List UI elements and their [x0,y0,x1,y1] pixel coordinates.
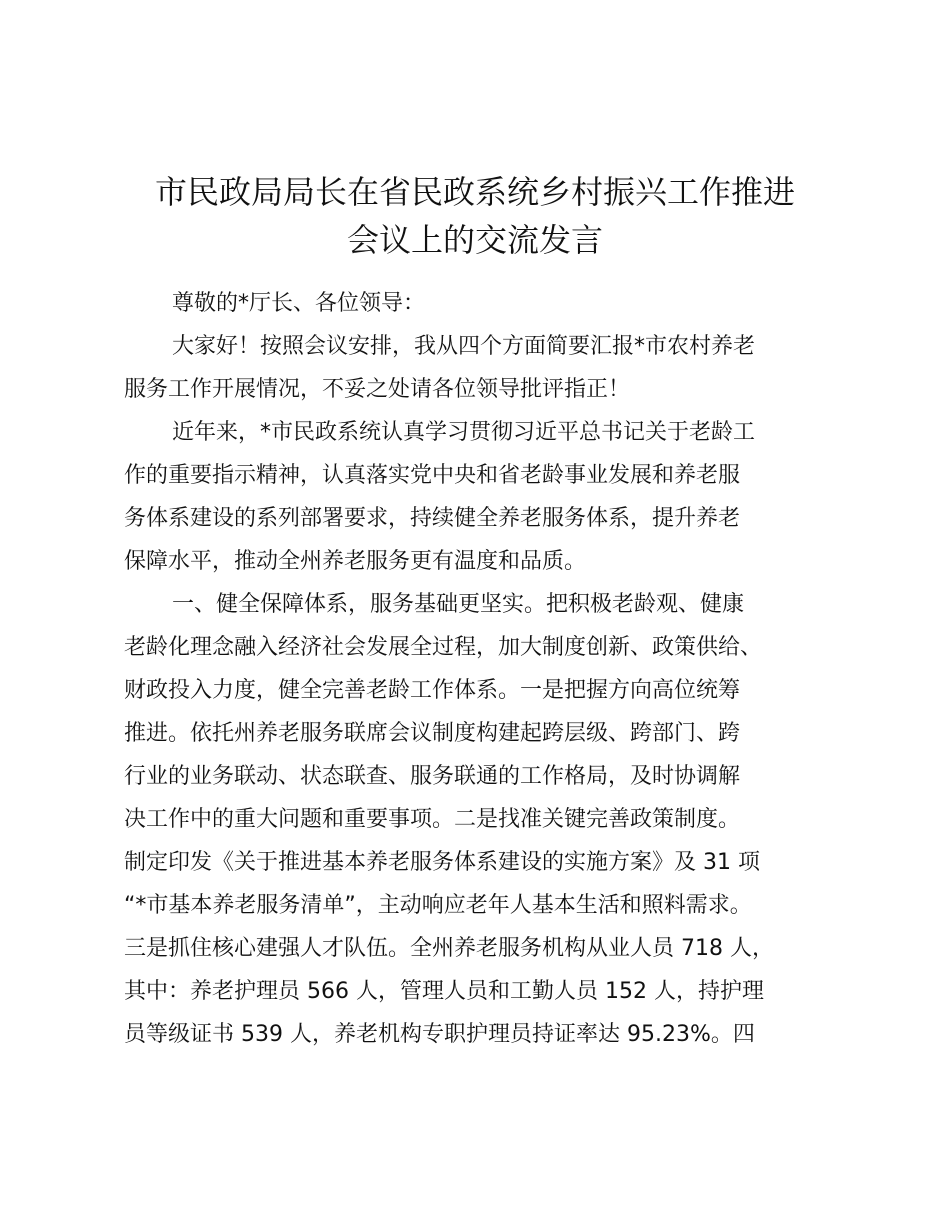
document-title [110,168,840,264]
title-line: 市民政局局长在省民政系统乡村振兴工作推进 [154,173,795,211]
paragraph-line: “*市基本养老服务清单”，主动响应老年人基本生活和照料需求。 [124,893,752,918]
paragraph-intro [124,411,848,583]
document-body [124,282,848,1056]
paragraph-line: 近年来，*市民政系统认真学习贯彻习近平总书记关于老龄工 [172,420,756,445]
paragraph-line: 推进。依托州养老服务联席会议制度构建起跨层级、跨部门、跨 [124,721,741,746]
salutation: 尊敬的*厅长、各位领导： [172,291,426,316]
paragraph-line: 作的重要指示精神，认真落实党中央和省老龄事业发展和养老服 [124,463,741,488]
paragraph-line: 决工作中的重大问题和重要事项。二是找准关键完善政策制度。 [124,807,741,832]
paragraph-line: 服务工作开展情况，不妥之处请各位领导批评指正！ [124,377,631,402]
paragraph-line: 一、健全保障体系，服务基础更坚实。把积极老龄观、健康 [172,592,745,617]
paragraph-greeting [124,325,848,411]
paragraph-line: 员等级证书 539 人，养老机构专职护理员持证率达 95.23%。四 [124,1022,755,1047]
paragraph-line: 大家好！按照会议安排，我从四个方面简要汇报*市农村养老 [172,334,756,359]
paragraph-line: 老龄化理念融入经济社会发展全过程，加大制度创新、政策供给、 [124,635,763,660]
paragraph-line: 制定印发《关于推进基本养老服务体系建设的实施方案》及 31 项 [124,850,760,875]
paragraph-section-one [124,583,848,1056]
paragraph-line: 行业的业务联动、状态联查、服务联通的工作格局，及时协调解 [124,764,741,789]
paragraph-line: 财政投入力度，健全完善老龄工作体系。一是把握方向高位统筹 [124,678,741,703]
paragraph-line: 三是抓住核心建强人才队伍。全州养老服务机构从业人员 718 人， [124,936,774,961]
paragraph-line: 保障水平，推动全州养老服务更有温度和品质。 [124,549,587,574]
title-line: 会议上的交流发言 [346,221,603,259]
paragraph-line: 其中：养老护理员 566 人，管理人员和工勤人员 152 人，持护理 [124,979,764,1004]
paragraph-line: 务体系建设的系列部署要求，持续健全养老服务体系，提升养老 [124,506,741,531]
